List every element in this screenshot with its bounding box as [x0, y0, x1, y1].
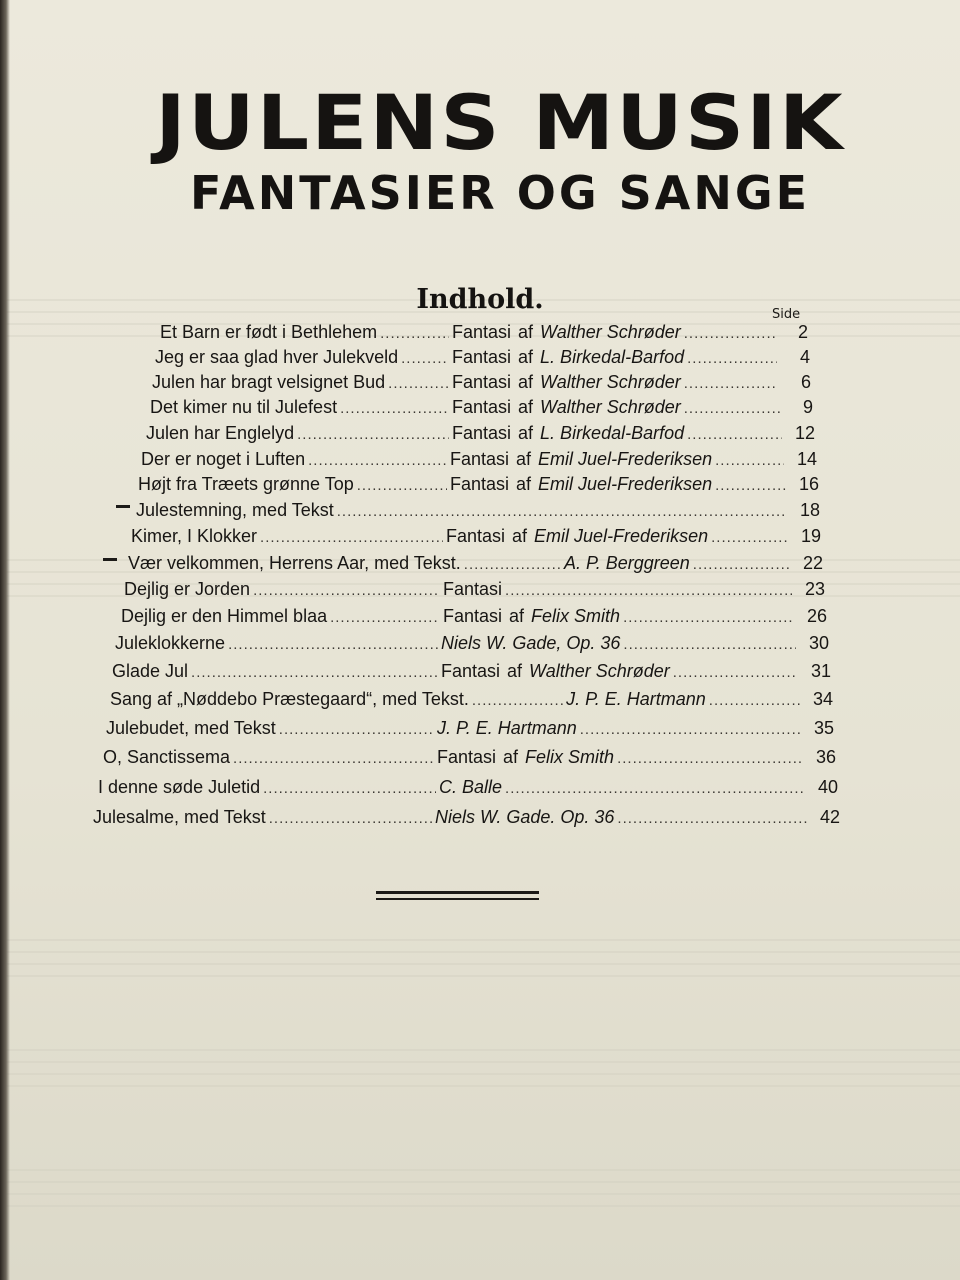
- entry-composer: Emil Juel-Frederiksen: [538, 474, 713, 494]
- toc-entry: [128, 553, 823, 577]
- dot-leader: [388, 375, 449, 392]
- entry-title: Vær velkommen, Herrens Aar, med Tekst.: [128, 553, 461, 573]
- margin-dash: [103, 558, 117, 561]
- dot-leader: [673, 664, 798, 681]
- entry-kind: Fantasi: [437, 747, 497, 767]
- entry-composer: Niels W. Gade, Op. 36: [441, 633, 621, 653]
- entry-title: Julestemning, med Tekst: [136, 500, 334, 520]
- entry-composer: Walther Schrøder: [529, 661, 670, 681]
- entry-page: 16: [798, 474, 819, 494]
- dot-leader: [337, 503, 787, 520]
- page-column-label: Side: [772, 307, 801, 322]
- dot-leader: [687, 350, 777, 367]
- book-title: JULENS MUSIK: [155, 78, 845, 167]
- entry-by: af: [516, 449, 532, 469]
- dot-leader: [340, 400, 449, 417]
- dot-leader: [709, 692, 800, 709]
- entry-title: Højt fra Træets grønne Top: [138, 474, 354, 494]
- entry-composer: C. Balle: [439, 777, 503, 797]
- entry-kind: Fantasi: [450, 474, 510, 494]
- entry-title: Julen har bragt velsignet Bud: [152, 372, 386, 392]
- entry-composer: Felix Smith: [525, 747, 615, 767]
- entry-title: I denne søde Juletid: [98, 777, 261, 797]
- entry-title: Dejlig er Jorden: [124, 579, 251, 599]
- dot-leader: [711, 529, 788, 546]
- entry-page: 42: [819, 807, 840, 827]
- dot-leader: [617, 810, 807, 827]
- dot-leader: [401, 350, 449, 367]
- dot-leader: [505, 582, 792, 599]
- toc-entry: [155, 347, 810, 371]
- dot-leader: [191, 664, 438, 681]
- entry-page: 40: [817, 777, 838, 797]
- dot-leader: [263, 780, 436, 797]
- toc-entry: [112, 661, 831, 685]
- entry-kind: Fantasi: [452, 372, 512, 392]
- entry-page: 23: [804, 579, 825, 599]
- toc-entry: [98, 777, 838, 801]
- entry-composer: Walther Schrøder: [540, 372, 681, 392]
- entry-page: 36: [815, 747, 836, 767]
- entry-title: Sang af „Nøddebo Præstegaard“, med Tekst.: [110, 689, 469, 709]
- dot-leader: [357, 477, 447, 494]
- entry-title: Et Barn er født i Bethlehem: [160, 322, 378, 342]
- entry-composer: Felix Smith: [531, 606, 621, 626]
- entry-composer: Walther Schrøder: [540, 322, 681, 342]
- entry-by: af: [509, 606, 525, 626]
- margin-dash: [116, 505, 130, 508]
- dot-leader: [505, 780, 805, 797]
- toc-entry: [106, 718, 834, 742]
- entry-composer: J. P. E. Hartmann: [437, 718, 577, 738]
- entry-title: Juleklokkerne: [115, 633, 226, 653]
- entry-by: af: [507, 661, 523, 681]
- toc-entry: [115, 633, 829, 657]
- entry-page: 2: [797, 322, 808, 342]
- entry-composer: L. Birkedal-Barfod: [540, 347, 685, 367]
- entry-kind: Fantasi: [452, 423, 512, 443]
- entry-by: af: [518, 347, 534, 367]
- entry-kind: Fantasi: [441, 661, 501, 681]
- entry-by: af: [518, 397, 534, 417]
- book-subtitle: FANTASIER OG SANGE: [189, 166, 811, 220]
- entry-title: Der er noget i Luften: [141, 449, 306, 469]
- entry-composer: Walther Schrøder: [540, 397, 681, 417]
- dot-leader: [472, 692, 563, 709]
- entry-kind: Fantasi: [443, 579, 503, 599]
- entry-page: 12: [794, 423, 815, 443]
- entry-page: 9: [802, 397, 813, 417]
- dot-leader: [715, 452, 784, 469]
- entry-composer: Emil Juel-Frederiksen: [534, 526, 709, 546]
- toc-entry: [131, 526, 821, 550]
- entry-page: 6: [800, 372, 811, 392]
- contents-heading: Indhold.: [416, 284, 544, 315]
- toc-entry: [124, 579, 825, 603]
- dot-leader: [623, 636, 796, 653]
- entry-page: 22: [802, 553, 823, 573]
- dot-leader: [684, 325, 775, 342]
- entry-page: 30: [808, 633, 829, 653]
- dot-leader: [380, 325, 449, 342]
- entry-page: 35: [813, 718, 834, 738]
- dot-leader: [464, 556, 561, 573]
- toc-entry: [150, 397, 813, 421]
- entry-title: Jeg er saa glad hver Julekveld: [155, 347, 399, 367]
- dot-leader: [693, 556, 790, 573]
- ornament-rule: [376, 898, 539, 900]
- toc-entry: [136, 500, 820, 524]
- entry-composer: L. Birkedal-Barfod: [540, 423, 685, 443]
- entry-title: Julesalme, med Tekst: [93, 807, 266, 827]
- toc-entry: [141, 449, 817, 473]
- toc-entry: [152, 372, 811, 396]
- dot-leader: [330, 609, 440, 626]
- entry-title: Det kimer nu til Julefest: [150, 397, 338, 417]
- entry-kind: Fantasi: [450, 449, 510, 469]
- entry-by: af: [518, 372, 534, 392]
- dot-leader: [623, 609, 794, 626]
- entry-by: af: [512, 526, 528, 546]
- dot-leader: [684, 375, 778, 392]
- entry-page: 34: [812, 689, 833, 709]
- toc-entry: [103, 747, 836, 771]
- dot-leader: [580, 721, 801, 738]
- toc-entry: [146, 423, 815, 447]
- entry-by: af: [518, 322, 534, 342]
- dot-leader: [715, 477, 786, 494]
- dot-leader: [684, 400, 780, 417]
- entry-title: Julebudet, med Tekst: [106, 718, 276, 738]
- entry-title: Kimer, I Klokker: [131, 526, 258, 546]
- entry-title: O, Sanctissema: [103, 747, 231, 767]
- dot-leader: [687, 426, 782, 443]
- entry-composer: Niels W. Gade. Op. 36: [435, 807, 615, 827]
- toc-entry: [110, 689, 833, 713]
- entry-page: 14: [796, 449, 817, 469]
- toc-entry: [138, 474, 819, 498]
- toc-entry: [121, 606, 827, 630]
- dot-leader: [233, 750, 434, 767]
- dot-leader: [617, 750, 803, 767]
- toc-entry: [93, 807, 840, 831]
- entry-page: 4: [799, 347, 810, 367]
- dot-leader: [269, 810, 432, 827]
- entry-page: 31: [810, 661, 831, 681]
- entry-composer: J. P. E. Hartmann: [566, 689, 706, 709]
- ornament-rule: [376, 891, 539, 894]
- entry-page: 18: [799, 500, 820, 520]
- entry-kind: Fantasi: [452, 347, 512, 367]
- entry-by: af: [516, 474, 532, 494]
- entry-title: Julen har Englelyd: [146, 423, 295, 443]
- dot-leader: [297, 426, 449, 443]
- entry-kind: Fantasi: [452, 322, 512, 342]
- toc-entry: [160, 322, 808, 346]
- entry-page: 19: [800, 526, 821, 546]
- dot-leader: [279, 721, 434, 738]
- entry-page: 26: [806, 606, 827, 626]
- dot-leader: [253, 582, 440, 599]
- entry-title: Dejlig er den Himmel blaa: [121, 606, 328, 626]
- dot-leader: [308, 452, 447, 469]
- entry-title: Glade Jul: [112, 661, 189, 681]
- entry-by: af: [518, 423, 534, 443]
- entry-kind: Fantasi: [446, 526, 506, 546]
- entry-composer: Emil Juel-Frederiksen: [538, 449, 713, 469]
- dot-leader: [260, 529, 443, 546]
- entry-composer: A. P. Berggreen: [564, 553, 690, 573]
- entry-by: af: [503, 747, 519, 767]
- dot-leader: [228, 636, 438, 653]
- entry-kind: Fantasi: [452, 397, 512, 417]
- entry-kind: Fantasi: [443, 606, 503, 626]
